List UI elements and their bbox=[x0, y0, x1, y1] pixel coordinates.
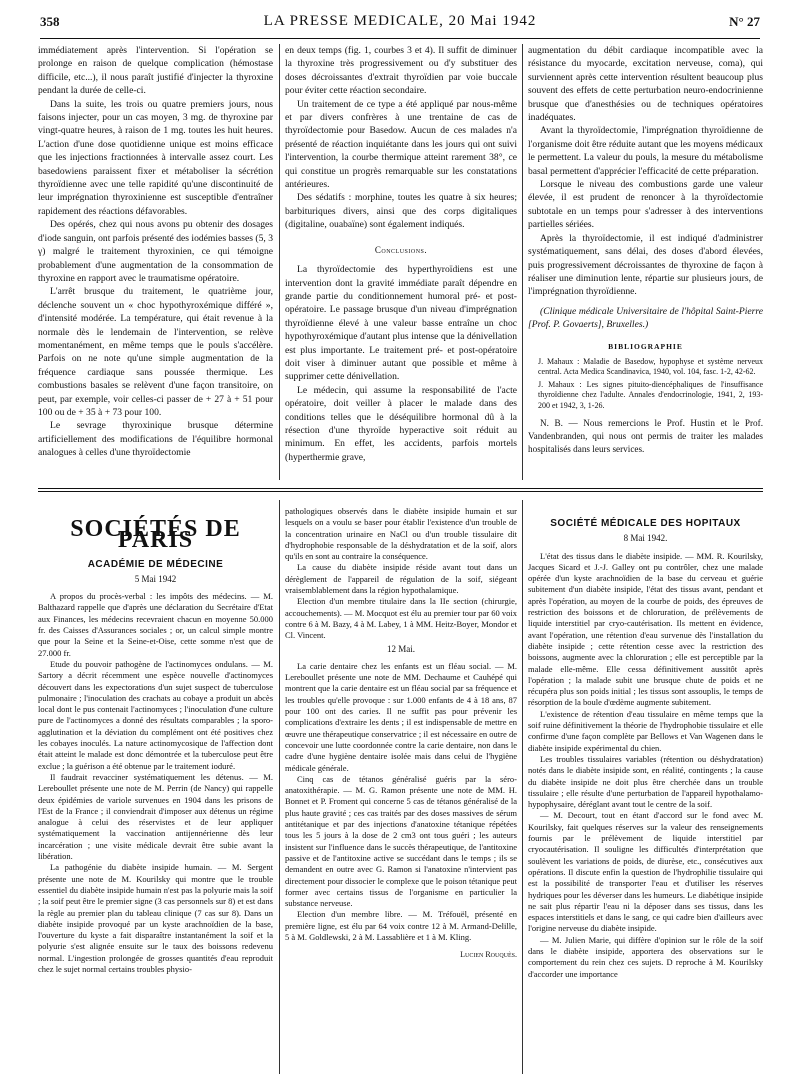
hopitaux-heading: SOCIÉTÉ MÉDICALE DES HOPITAUX bbox=[550, 518, 741, 529]
report-entry: pathologiques observés dans le diabète insipide humain et sur lesquels on a voulu se baser pour établir l'existence d'un trouble de la concentration urinaire en NaCl ou d'un trouble tissulaire dit d'hydrophobie responsable de la déshydratation et de la soif, alors qu'ils en sont au contraire la conséquence. bbox=[285, 506, 517, 562]
report-entry: — M. Julien Marie, qui diffère d'opinion sur le rôle de la soif dans le diabète insipide, apportera des observations sur le comportement du rein chez ces sujets. D reproche à M. Kourilsky d'accorder une importance bbox=[528, 934, 763, 979]
paragraph: Des sédatifs : morphine, toutes les quatre à six heures; barbituriques divers, ainsi que des corps digitaliques (digitaline, ouabaïne) sont également indiqués. bbox=[285, 192, 517, 231]
report-entry: Il faudrait revacciner systématiquement les détenus. — M. Lereboullet présente une note de M. Perrin (de Nancy) qui rappelle deux épidémies de variole survenues en 1904 dans les prisons de l'Est de la France ; il conviendrait d'imposer aux détenus un régime analogue à celui des réservistes et de leur appliquer systématiquement la vaccination antijennérienne dès leur incarcération ; une visite médicale devrait être subie avant la libération. bbox=[38, 771, 273, 862]
section-divider bbox=[38, 491, 763, 492]
issue-number: N° 27 bbox=[729, 14, 760, 29]
paragraph: Lorsque le niveau des combustions garde une valeur élevée, il est prudent de renoncer à la thyroïdectomie subtotale en un temps pour s'adresser à des interventions partielles sériées. bbox=[528, 179, 763, 231]
report-entry: Cinq cas de tétanos généralisé guéris par la séro-anatoxithérapie. — M. G. Ramon présente une note de MM. H. Bonnet et P. Froment qui concerne 5 cas de tétanos généralisé de la plus haute gravité ; ces cas traités par des doses massives de sérum antitétanique et par des injections d'anatoxine tétanique répétées tous les 5 jours à la dose de 2 cm3 ont tous guéri ; les auteurs insistent sur l'influence dans le succès thérapeutique, de l'antitoxine passive et de l'antitoxine active se succédant dans le temps ; ils se demandent en outre avec G. Ramon si l'anatoxine n'intervient pas directement pour dissocier le complexe que le poison tétanique peut former avec certains tissus de l'organisme en particulier la substance nerveuse. bbox=[285, 773, 517, 909]
paragraph: Dans la suite, les trois ou quatre premiers jours, nous faisons injecter, pour un cas moyen, 3 mg. de thyroxine par vingt-quatre heures, à raison de 1 mg. toutes les huit heures. L'action d'une dose quotidienne unique est moins efficace que les injections fractionnées à intervalle assez court. Les basedowiens paraissent fixer et métaboliser la sécrétion thyroïdienne avec une telle rapidité qu'une discontinuité de leur imprégnation thyroxinienne est susceptible d'entraîner rapidement des réactions défavorables. bbox=[38, 98, 273, 217]
paragraph: immédiatement après l'intervention. Si l'opération se prolonge en raison de quelque complication (hémostase difficile, etc...), il nous paraît justifié d'injecter la thyroxine pendant la durée de celle-ci. bbox=[38, 45, 273, 97]
societies-column-2 bbox=[285, 506, 517, 1074]
report-entry: La cause du diabète insipide réside avant tout dans un dérèglement de l'appareil de régulation de la soif, siégeant vraisemblablement dans la région hypothalamique. bbox=[285, 562, 517, 596]
report-entry: Etude du pouvoir pathogène de l'actinomyces ondulans. — M. Sartory a décrit récemment une espèce nouvelle d'actinomyces découvert dans les expectorations d'un sujet suspect de tuberculose pulmonaire ; l'inoculation des crachats au cobaye a produit un abcès local dont le pus contenait l'actinomyces ; l'inoculation d'une culture pure de l'actinomyces a donné des résultats comparables ; la sporo-agglutination et la déviation du complément ont été positives chez les cobayes inoculés. La nature actinomycosique de l'affection dont était atteint le malade est donc démontrée et la tuberculose peut être exclue ; la guérison a été obtenue par le traitement ioduré. bbox=[38, 658, 273, 771]
report-entry: — M. Decourt, tout en étant d'accord sur le fond avec M. Kourilsky, fait quelques réserves sur la valeur des renseignements fournis par le prélèvement de liquide interstitiel par cryocautérisation. Il souligne les difficultés d'interprétation que soulèvent les variations de poids, de diurèse, etc., consécutives aux opérations. Il discute enfin la question de l'hydrophilie tissulaire qui est la possibilité de transporter l'eau et d'utiliser les réserves hydriques pour les déverser dans les humeurs. Le diabétique insipide ne sait plus répartir l'eau ni la déposer dans ses tissus, dans les espaces interstitiels et dans le sang, ce qui cadre bien d'ailleurs avec l'origine nerveuse du diabète insipide. bbox=[528, 810, 763, 934]
bibliography-entry: J. Mahaux : Les signes pituito-diencéphaliques de l'insuffisance thyroïdienne chez l'adulte. Annales d'endocrinologie, 1941, 2, 193-200 et 1942, 3, 1-26. bbox=[538, 379, 763, 410]
page-header bbox=[40, 12, 760, 39]
session-date: 12 Mai. bbox=[387, 643, 415, 654]
article-column-3 bbox=[528, 44, 763, 480]
acknowledgement-note: N. B. — Nous remercions le Prof. Hustin et le Prof. Vandenbranden, qui nous ont permis de traiter les malades hospitalisés dans leurs services. bbox=[528, 418, 763, 454]
report-entry: La pathogénie du diabète insipide humain. — M. Sergent présente une note de M. Kourilsky qui montre que le trouble essentiel du diabète insipide humain n'est pas la polyurie mais la soif ; la soif peut être le premier signe (3 cas personnels sur 8) et est dans la règle au premier plan du tableau clinique (7 cas sur 8). Dans un diabète insipide provoqué par un kyste arachnoïdien de la base, l'ouverture du kyste a fait disparaître instantanément la soif et la polyurie s'est alignée ensuite sur le taux des boissons redevenu normal. L'ingestion prolongée de grosses quantités d'eau reproduit chez le sujet normal certains troubles physio- bbox=[38, 862, 273, 974]
paragraph: Avant la thyroïdectomie, l'imprégnation thyroïdienne de l'organisme doit être réduite autant que les moyens médicaux le permettent. La valeur du pouls, la mesure du métabolisme basal permettent d'apprécier l'efficacité de cette préparation. bbox=[528, 125, 763, 177]
report-entry: A propos du procès-verbal : les impôts des médecins. — M. Balthazard rappelle que d'après une déclaration du Secrétaire d'Etat aux Finances, les médecins recevraient chacun en moyenne 50.000 fr. des Caisses d'Assurances sociales ; or, un calcul simple montre que pour la Seine et la Seine-et-Oise, cette somme n'est que de 27.000 fr. bbox=[38, 591, 273, 658]
section-divider bbox=[38, 488, 763, 489]
journal-title: LA PRESSE MEDICALE, 20 Mai 1942 bbox=[263, 13, 537, 29]
paragraph: Le sevrage thyroxinique brusque détermine artificiellement des modifications de l'équilibre hormonal analogues à celles d'une thyroïdectomie bbox=[38, 420, 273, 459]
report-entry: Election d'un membre titulaire dans la IIe section (chirurgie, accouchements). — M. Mocquot est élu au premier tour par 60 voix contre 6 à M. Bazy, 4 à M. Labey, 1 à MM. Heitz-Boyer, Mondor et Cl. Vincent. bbox=[285, 596, 517, 641]
article-column-1 bbox=[38, 44, 273, 480]
paragraph: augmentation du débit cardiaque incompatible avec la résistance du myocarde, excitation nerveuse, coma), qui surviennent après cette intervention résultent beaucoup plus souvent des effets de cette perturbation neuro-endocrinienne brusque que d'anesthésies ou de techniques opératoires inadéquates. bbox=[528, 45, 763, 124]
report-entry: L'état des tissus dans le diabète insipide. — MM. R. Kourilsky, Jacques Sicard et J.-J. Galley ont pu contrôler, chez une malade opérée d'un kyste arachnoïdien de la base du cerveau et guérie subitement d'un diabète insipide, l'état des tissus avant, pendant et après l'opération, au moyen de la courbe de poids, des épreuves de restriction des boissons et de chloruration, de prélèvements de liquide interstitiel par cryo-cautérisation. Ils mettent en évidence, avant l'opération, une rétention d'eau survenue dès l'installation du diabète insipide ; cette rétention cesse avec la restriction des boissons, augmente avec la chloruration ; elle est perceptible par la malade elle-même. Elle cessa définitivement aussitôt après l'opération ; la malade subit une brusque chute de poids et ne récupéra plus son poids initial ; les tissus sont assouplis, le temps de résorption de la boule d'œdème augmente subitement. bbox=[528, 550, 763, 708]
paragraph: Des opérés, chez qui nous avons pu obtenir des dosages d'iode sanguin, ont parfois présenté des iodémies basses (5, 3 γ) malgré le traitement thyroxinien, ce qui témoigne probablement d'une augmentation de la consommation de thyroxine en rapport avec le traumatisme opératoire. bbox=[38, 219, 273, 284]
report-entry: Election d'un membre libre. — M. Tréfouël, présenté en première ligne, est élu par 64 voix contre 12 à M. Armand-Delille, 5 à M. Goldlewski, 2 à M. Lassablière et 1 à M. Kling. bbox=[285, 909, 517, 942]
column-rule bbox=[522, 44, 523, 480]
page-number: 358 bbox=[40, 14, 60, 29]
paragraph: L'arrêt brusque du traitement, le quatrième jour, déclenche souvent un « choc hypothyroxémique différé », d'intensité modérée. La température, qui était revenue à la normale dès le lendemain de l'intervention, se relève momentanément, en même temps que le pouls s'accélère. Parfois on ne note qu'une simple augmentation de la fréquence cardiaque sans poussée thermique. Les combustions basales se relèvent d'une façon transitoire, on peut, par exemple, voir celles-ci passer de + 27 à + 51 pour 100 ou de + 35 à + 73 pour 100. bbox=[38, 286, 273, 418]
clinic-affiliation: (Clinique médicale Universitaire de l'hôpital Saint-Pierre [Prof. P. Govaerts], Bruxelles.) bbox=[528, 305, 763, 331]
conclusions-heading: Conclusions. bbox=[374, 244, 428, 255]
paragraph: Après la thyroïdectomie, il est indiqué d'administrer systématiquement, sans délai, des doses d'abord élevées, puis progressivement décroissantes de thyroxine de façon à réaliser une diminution lente, répartie sur plusieurs jours, de l'imprégnation thyroïdienne. bbox=[528, 232, 763, 298]
session-date: 5 Mai 1942 bbox=[134, 573, 177, 584]
bibliography-entry: J. Mahaux : Maladie de Basedow, hypophyse et système nerveux central. Acta Medica Scandinavica, 1940, vol. 104, fasc. 1-2, 42-62. bbox=[538, 356, 763, 377]
paragraph: Un traitement de ce type a été appliqué par nous-même et par divers confrères à une trentaine de cas de thyroïdectomie pour Basedow. Aucun de ces malades n'a présenté de réaction inquiétante dans les jours qui ont suivi l'intervention, la courbe thermique atteint rarement 38°, ce qui constitue un progrès remarquable sur les constatations antérieures. bbox=[285, 98, 517, 191]
report-entry: Les troubles tissulaires variables (rétention ou déshydratation) notés dans le diabète insipide sont, en réalité, contingents ; la cause du diabète insipide ne doit plus être cherchée dans un trouble tissulaire ; elle résulte d'une perturbation de l'appareil hypothalamo-hypophysaire, déréglant avant tout le centre de la soif. bbox=[528, 753, 763, 810]
societies-column-3 bbox=[528, 506, 763, 1074]
column-rule bbox=[279, 44, 280, 480]
paragraph: Le médecin, qui assume la responsabilité de l'acte opératoire, doit veiller à placer le malade dans des conditions telles que le déséquilibre hormonal dû à la résection d'une thyroïde hyperactive soit réduit au minimum. En effet, les accidents, parfois mortels (hyperthermie grave, bbox=[285, 384, 517, 463]
author-signature: Lucien Rouquès. bbox=[460, 950, 517, 960]
paragraph: en deux temps (fig. 1, courbes 3 et 4). Il suffit de diminuer la thyroxine très progressivement ou d'y substituer des doses décroissantes d'extrait thyroïdien par voie buccale pour éviter cette réaction secondaire. bbox=[285, 45, 517, 97]
societies-column-1 bbox=[38, 506, 273, 1074]
societies-heading: SOCIÉTÉS DE PARIS bbox=[70, 516, 241, 554]
session-date: 8 Mai 1942. bbox=[623, 533, 668, 544]
column-rule bbox=[279, 500, 280, 1074]
report-entry: La carie dentaire chez les enfants est un fléau social. — M. Lereboullet présente une note de MM. Dechaume et Cauhépé qui montrent que la carie dentaire est un fléau social par sa fréquence et les troubles qu'elle provoque : sur 1.000 enfants de 4 à 18 ans, 87 pour 100 ont des caries. Il ne suffit pas pour prévenir les complications d'extraire les dents ; il est indispensable de mettre en œuvre une thérapeutique conservatrice ; il est nécessaire en outre de concevoir une lutte coordonnée contre la carie dentaire, non dans le cadre d'une hygiène dentaire isolée mais dans celui de l'hygiène médicale générale. bbox=[285, 660, 517, 773]
report-entry: L'existence de rétention d'eau tissulaire en même temps que la soif ruine définitivement la théorie de l'hydrophobie tissulaire et elle confirme d'une façon complète par Bellows et Van Wagenen dans le diabète insipide expérimental du chien. bbox=[528, 708, 763, 753]
article-column-2 bbox=[285, 44, 517, 480]
bibliography-heading: BIBLIOGRAPHIE bbox=[608, 341, 683, 351]
paragraph: La thyroïdectomie des hyperthyroïdiens est une intervention dont la gravité immédiate paraît dépendre en grande partie du conditionnement humoral pré- et post-opératoire. Le passage brusque d'un niveau d'imprégnation thyroïdienne élevé à une valeur basse entraîne un choc hypothyroxémique d'autant plus intense que la dénivellation est plus importante. Le traitement pré- et post-opératoire doit viser à diminuer autant que possible et même à supprimer cette dénivellation. bbox=[285, 264, 517, 383]
academie-heading: ACADÉMIE DE MÉDECINE bbox=[87, 558, 224, 570]
column-rule bbox=[522, 500, 523, 1074]
